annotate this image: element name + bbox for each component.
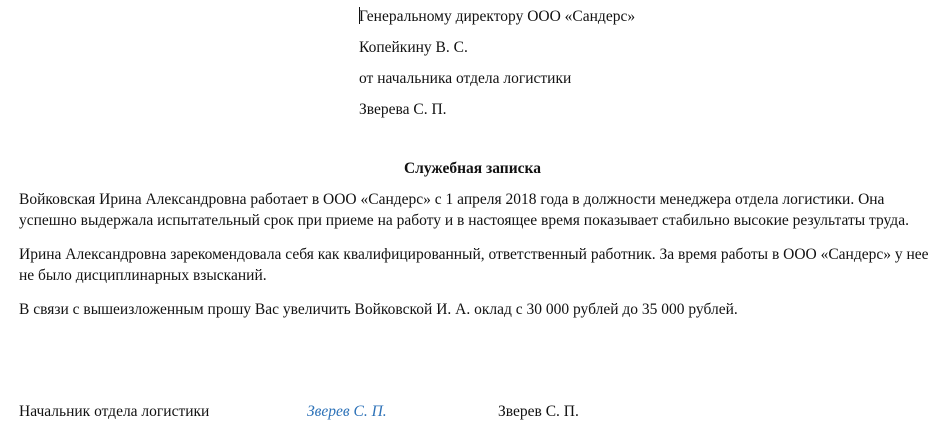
addressee-line-director: [359, 6, 919, 37]
memo-body: [19, 189, 931, 333]
signature-block: [0, 400, 945, 424]
signature-position: Начальник отдела логистики: [19, 403, 210, 420]
sender-line-name: Зверева С. П.: [359, 101, 447, 118]
document-title: Служебная записка: [403, 160, 541, 177]
memo-paragraph-3: В связи с вышеизложенным прошу Вас увеличить Войковской И. А. оклад с 30 000 рублей до 35 000 рублей.: [19, 301, 738, 318]
addressee-director-text: Генеральному директору ООО «Сандерс»: [359, 8, 636, 25]
addressee-line-name: Копейкину В. С.: [359, 39, 468, 56]
signature-name: Зверев С. П.: [498, 403, 579, 420]
sender-line-position: от начальника отдела логистики: [359, 70, 572, 87]
handwritten-signature: Зверев С. П.: [307, 403, 387, 420]
addressee-block: [359, 6, 919, 130]
memo-paragraph-1: Войковская Ирина Александровна работает в ООО «Сандерс» с 1 апреля 2018 года в должности менеджера отдела логистики. Она успешно выдержала испытательный срок при приеме на работу и в настоящее время показывает стабильно высокие результаты труда.: [19, 191, 909, 229]
memo-paragraph-2: Ирина Александровна зарекомендовала себя как квалифицированный, ответственный работник. За время работы в ООО «Сандерс» у нее не было дисциплинарных взысканий.: [19, 246, 929, 284]
